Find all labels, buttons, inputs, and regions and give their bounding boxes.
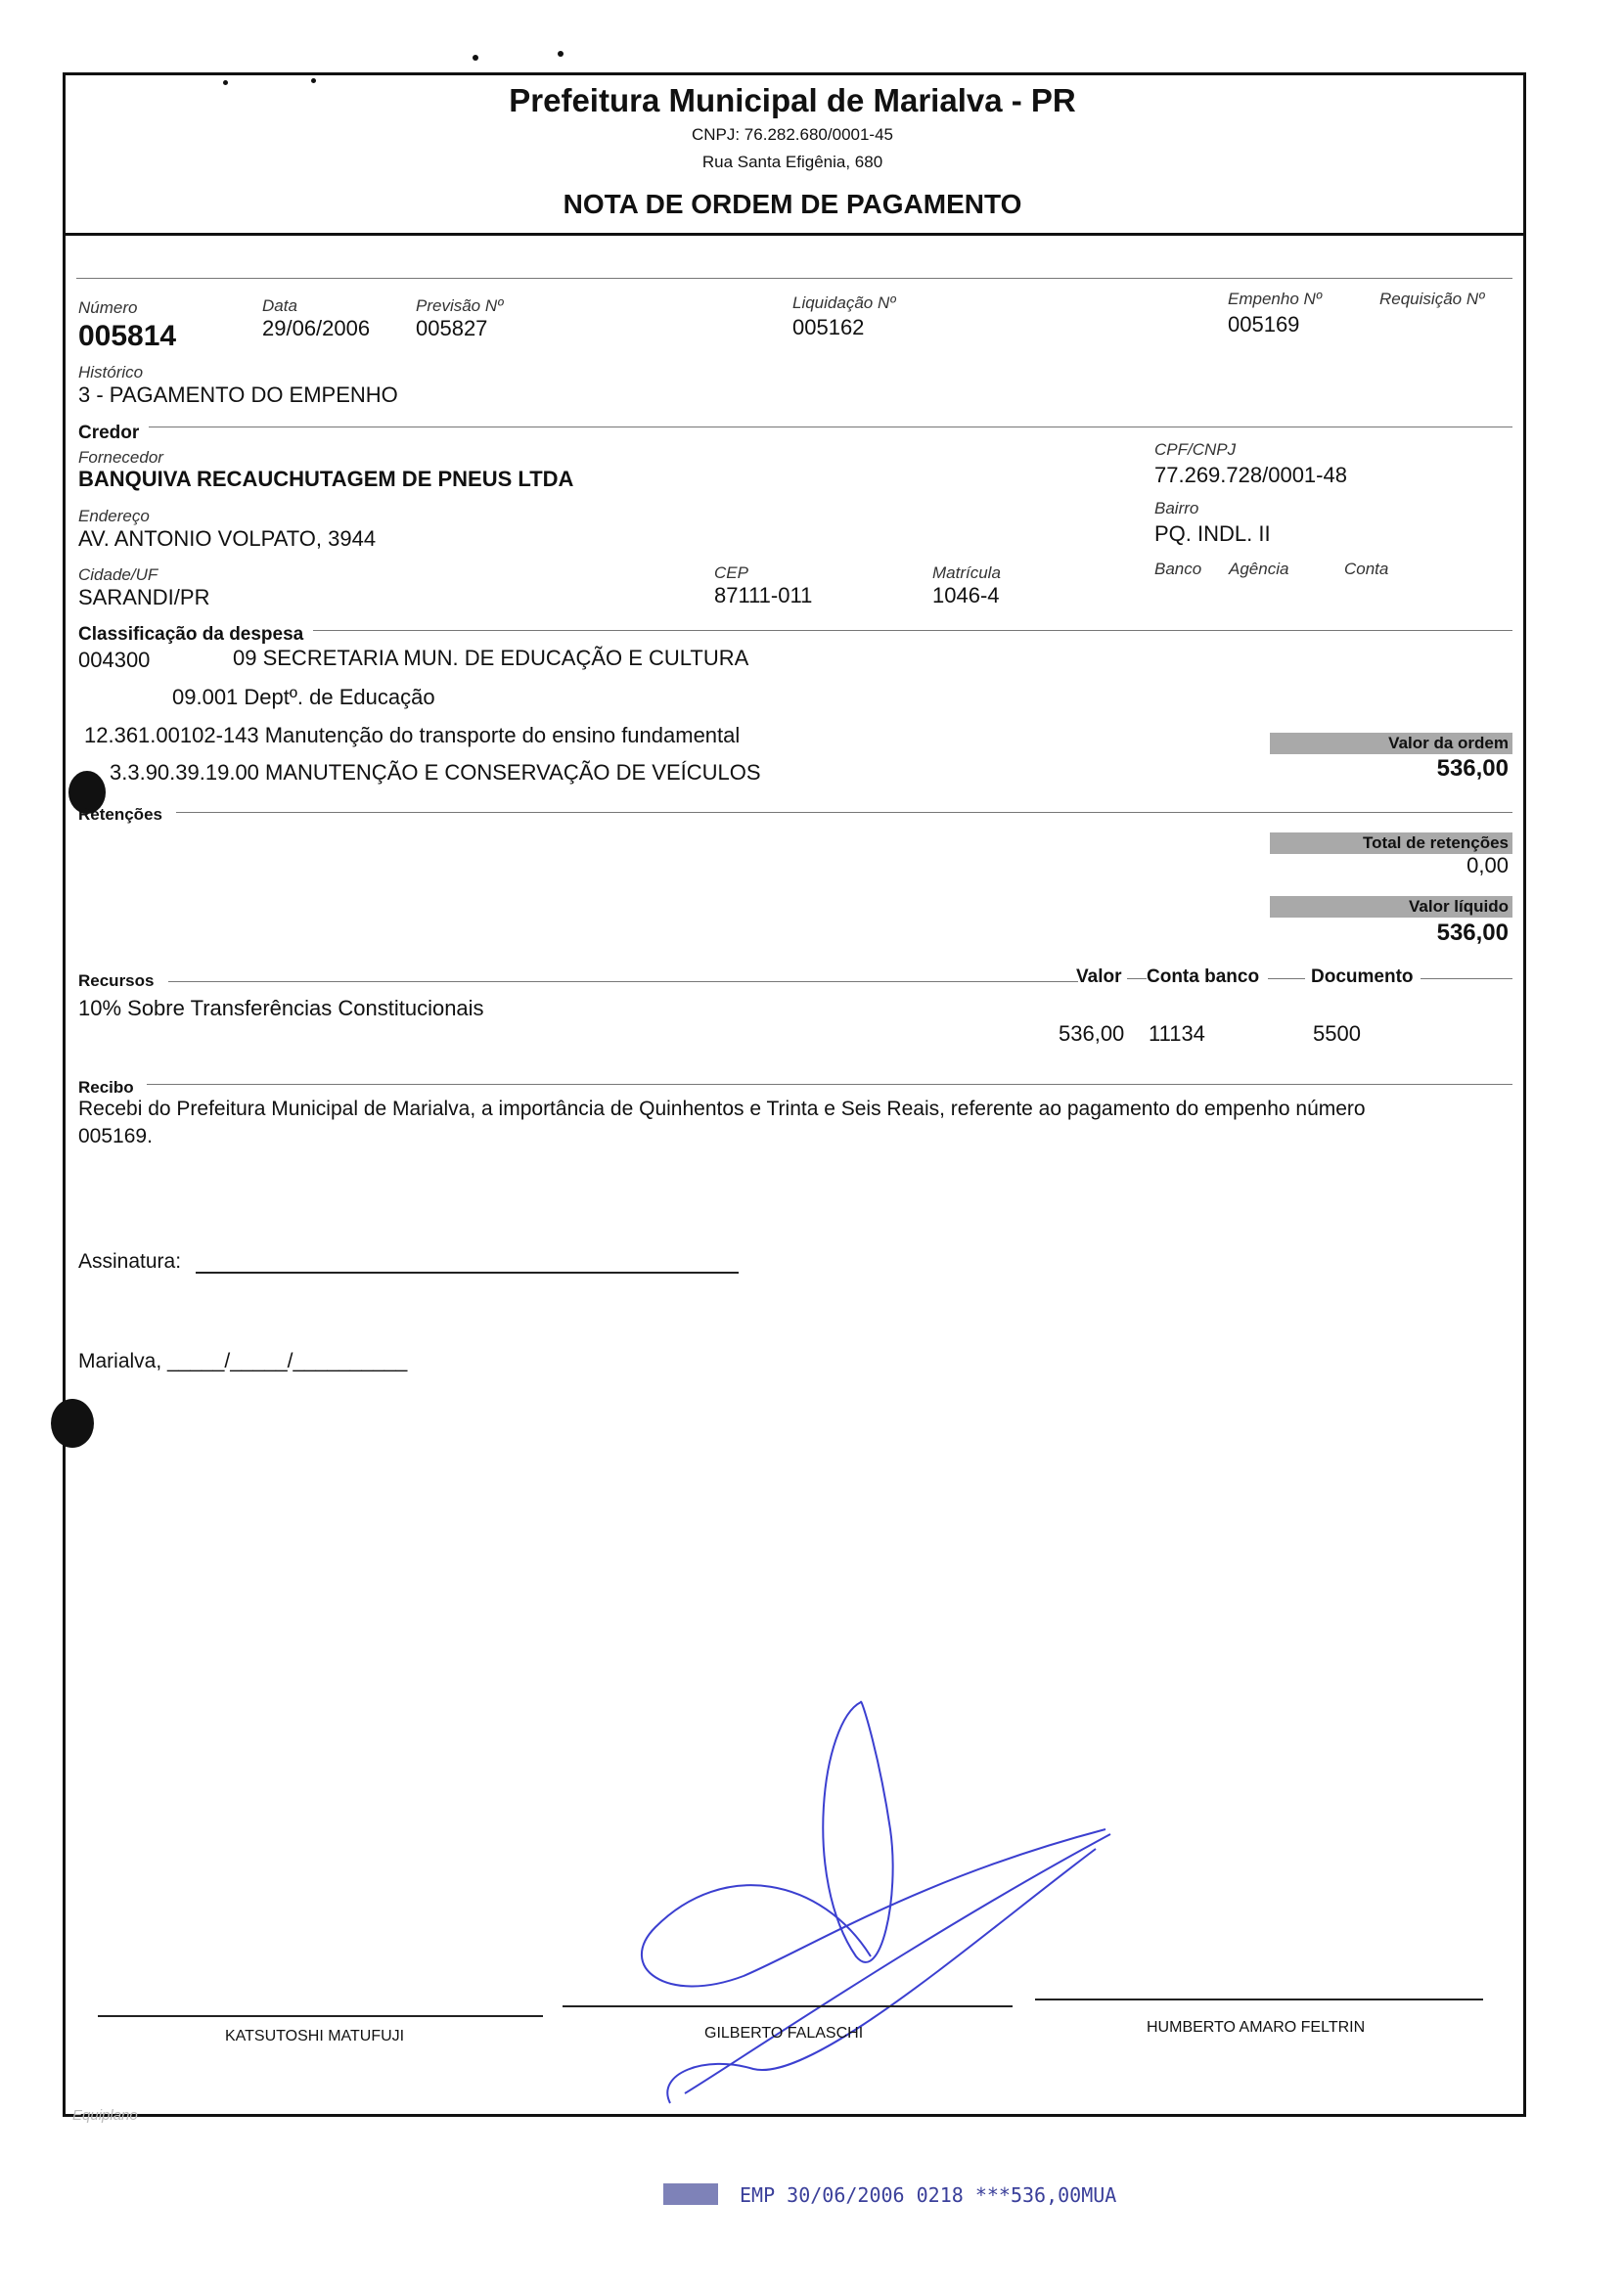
conta-label: Conta xyxy=(1344,560,1389,578)
numero-label: Número xyxy=(78,298,138,317)
retencoes-rule xyxy=(176,812,1512,813)
recursos-documento-label: Documento xyxy=(1311,966,1414,987)
matricula-label: Matrícula xyxy=(932,563,1001,582)
valor-ordem-label: Valor da ordem xyxy=(1388,734,1509,752)
recursos-valor: 536,00 xyxy=(1059,1021,1125,1046)
classificacao-section: Classificação da despesa xyxy=(78,624,304,645)
document-title: NOTA DE ORDEM DE PAGAMENTO xyxy=(563,189,1022,219)
classificacao-elemento: 3.3.90.39.19.00 MANUTENÇÃO E CONSERVAÇÃO DE VEÍCULOS xyxy=(110,760,761,785)
punch-hole xyxy=(51,1399,94,1448)
logo-icon xyxy=(663,2183,718,2205)
bairro-value: PQ. INDL. II xyxy=(1154,521,1271,546)
prefeitura-title: Prefeitura Municipal de Marialva - PR xyxy=(509,82,1076,118)
fornecedor-label: Fornecedor xyxy=(78,448,163,467)
signature-name-2: GILBERTO FALASCHI xyxy=(704,2025,864,2042)
signature-name-1: KATSUTOSHI MATUFUJI xyxy=(225,2028,405,2044)
data-value: 29/06/2006 xyxy=(262,316,371,340)
historico-label: Histórico xyxy=(78,363,144,382)
classificacao-unidade: 09.001 Deptº. de Educação xyxy=(172,685,435,709)
cidade-label: Cidade/UF xyxy=(78,565,158,584)
total-retencoes-value: 0,00 xyxy=(1466,853,1509,877)
data-label: Data xyxy=(262,296,297,315)
cidade-value: SARANDI/PR xyxy=(78,585,210,609)
recibo-section: Recibo xyxy=(78,1078,134,1097)
recursos-rule-2 xyxy=(1127,978,1147,979)
payment-stamp: EMP 30/06/2006 0218 ***536,00MUA xyxy=(740,2183,1117,2207)
handwritten-signature xyxy=(626,1683,1135,2113)
recursos-documento: 5500 xyxy=(1313,1021,1361,1046)
valor-liquido-label: Valor líquido xyxy=(1408,897,1509,916)
previsao-label: Previsão Nº xyxy=(416,296,504,315)
recibo-text-line2: 005169. xyxy=(78,1125,153,1147)
matricula-value: 1046-4 xyxy=(932,583,1000,607)
scan-speck xyxy=(558,51,564,57)
cnpj-text: CNPJ: 76.282.680/0001-45 xyxy=(691,125,894,144)
recibo-text-line1: Recebi do Prefeitura Municipal de Marialva, a importância de Quinhentos e Trinta e Seis Reais, referente ao pagamento do empenho número xyxy=(78,1098,1366,1120)
classificacao-funcional: 12.361.00102-143 Manutenção do transporte do ensino fundamental xyxy=(84,723,741,747)
signature-line-2 xyxy=(563,2005,1013,2007)
recursos-valor-label: Valor xyxy=(1076,966,1122,987)
valor-liquido-value: 536,00 xyxy=(1436,920,1509,946)
previsao-value: 005827 xyxy=(416,316,488,340)
scan-speck xyxy=(473,55,478,61)
fields-top-rule xyxy=(76,278,1512,279)
recursos-rule-3 xyxy=(1268,978,1305,979)
classificacao-orgao: 09 SECRETARIA MUN. DE EDUCAÇÃO E CULTURA xyxy=(233,646,749,670)
signature-name-3: HUMBERTO AMARO FELTRIN xyxy=(1147,2019,1366,2036)
signature-line-1 xyxy=(98,2015,543,2017)
cpf-value: 77.269.728/0001-48 xyxy=(1154,463,1347,487)
historico-value: 3 - PAGAMENTO DO EMPENHO xyxy=(78,382,398,407)
cep-value: 87111-011 xyxy=(714,583,813,607)
endereco-label: Endereço xyxy=(78,507,150,525)
address-text: Rua Santa Efigênia, 680 xyxy=(701,153,883,171)
assinatura-line xyxy=(196,1272,739,1274)
classificacao-rule xyxy=(313,630,1512,631)
agencia-label: Agência xyxy=(1229,560,1289,578)
liquidacao-label: Liquidação Nº xyxy=(792,293,896,312)
empenho-value: 005169 xyxy=(1228,312,1300,337)
recursos-conta-label: Conta banco xyxy=(1147,966,1260,987)
recursos-conta: 11134 xyxy=(1149,1021,1205,1046)
cep-label: CEP xyxy=(714,563,748,582)
total-retencoes-label: Total de retenções xyxy=(1363,833,1509,852)
header-divider xyxy=(63,233,1526,236)
recibo-rule xyxy=(147,1084,1512,1085)
fornecedor-value: BANQUIVA RECAUCHUTAGEM DE PNEUS LTDA xyxy=(78,467,574,491)
local-date: Marialva, _____/_____/__________ xyxy=(78,1350,408,1372)
recursos-section: Recursos xyxy=(78,971,155,990)
signature-line-3 xyxy=(1035,1999,1483,2000)
cpf-label: CPF/CNPJ xyxy=(1154,440,1237,459)
retencoes-section: Retenções xyxy=(78,805,162,824)
endereco-value: AV. ANTONIO VOLPATO, 3944 xyxy=(78,526,377,551)
liquidacao-value: 005162 xyxy=(792,315,865,339)
classificacao-code: 004300 xyxy=(78,648,151,672)
equiplano-brand: Equiplano xyxy=(72,2107,138,2124)
recursos-descricao: 10% Sobre Transferências Constitucionais xyxy=(78,996,484,1020)
numero-value: 005814 xyxy=(78,320,177,352)
requisicao-label: Requisição Nº xyxy=(1379,290,1485,308)
banco-label: Banco xyxy=(1154,560,1202,578)
bairro-label: Bairro xyxy=(1154,499,1199,517)
assinatura-label: Assinatura: xyxy=(78,1250,182,1273)
recursos-rule xyxy=(168,981,1078,982)
credor-section: Credor xyxy=(78,423,140,443)
empenho-label: Empenho Nº xyxy=(1228,290,1322,308)
recursos-rule-4 xyxy=(1421,978,1512,979)
valor-ordem-value: 536,00 xyxy=(1436,755,1509,782)
